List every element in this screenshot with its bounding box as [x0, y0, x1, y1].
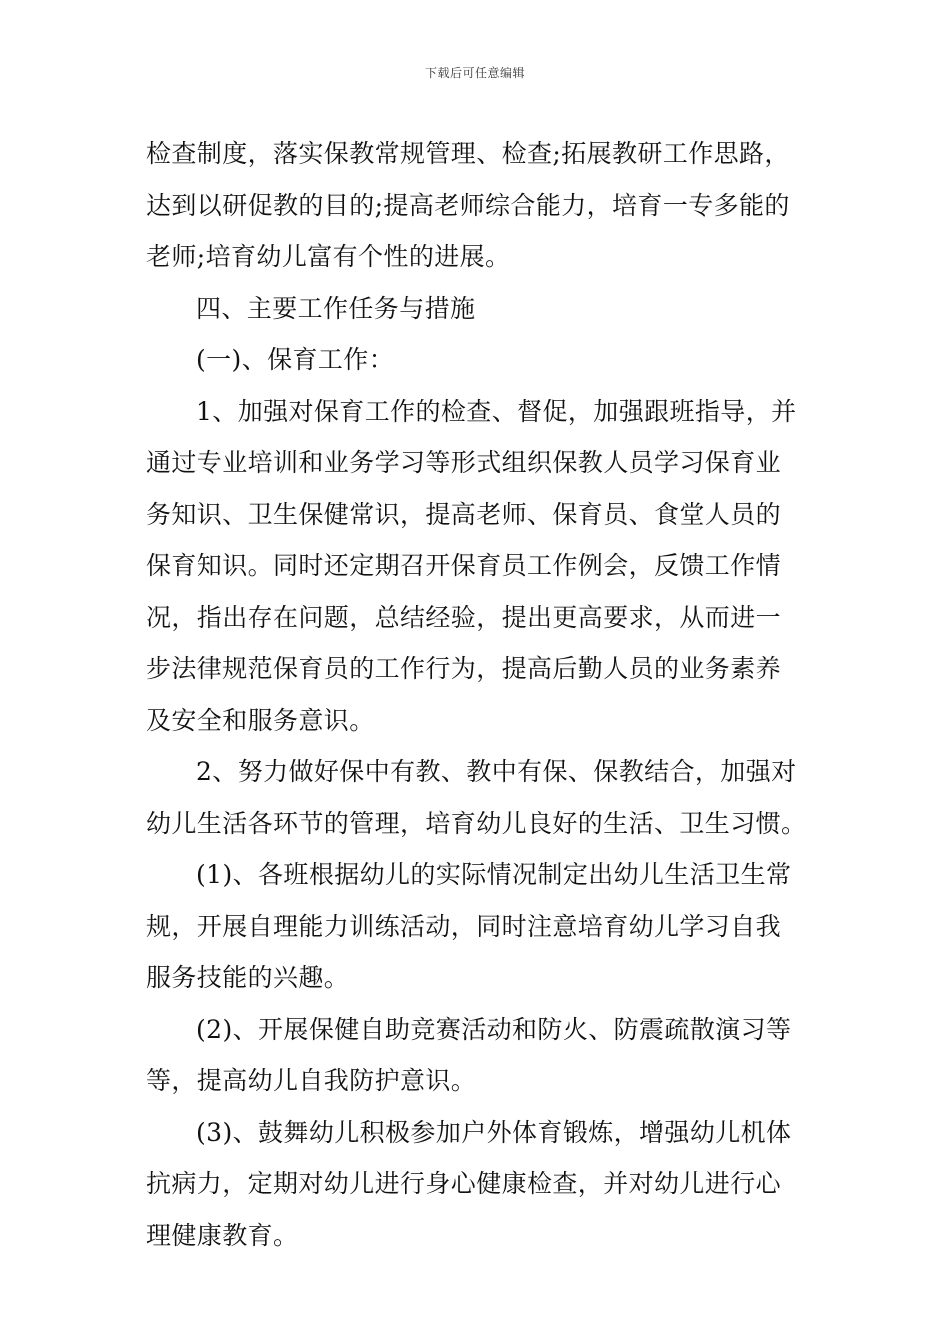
- text-line: 抗病力，定期对幼儿进行身心健康检查，并对幼儿进行心: [146, 1169, 782, 1198]
- text-line: 检查制度，落实保教常规管理、检查;拓展教研工作思路，: [146, 139, 790, 168]
- text-line: (2)、开展保健自助竞赛活动和防火、防震疏散演习等: [196, 1014, 792, 1044]
- text-line: 达到以研促教的目的;提高老师综合能力，培育一专多能的: [146, 190, 790, 220]
- page-header: 下载后可任意编辑: [424, 66, 525, 80]
- text-line: 等，提高幼儿自我防护意识。: [146, 1066, 477, 1095]
- text-line: 务知识、卫生保健常识，提高老师、保育员、食堂人员的: [146, 499, 782, 529]
- subsection-heading: (一)、保育工作：: [196, 345, 395, 374]
- text-line: (3)、鼓舞幼儿积极参加户外体育锻炼，增强幼儿机体: [196, 1117, 792, 1147]
- section-heading: 四、主要工作任务与措施: [196, 293, 476, 323]
- text-line: 及安全和服务意识。: [146, 705, 375, 735]
- text-line: 况，指出存在问题，总结经验，提出更高要求，从而进一: [146, 602, 782, 632]
- text-line: 幼儿生活各环节的管理，培育幼儿良好的生活、卫生习惯。: [146, 808, 807, 838]
- text-line: 保育知识。同时还定期召开保育员工作例会，反馈工作情: [146, 551, 782, 580]
- text-line: 服务技能的兴趣。: [146, 963, 350, 992]
- text-line: 通过专业培训和业务学习等形式组织保教人员学习保育业: [146, 448, 782, 477]
- text-line: 2、努力做好保中有教、教中有保、保教结合，加强对: [196, 757, 797, 786]
- text-line: 1、加强对保育工作的检查、督促，加强跟班指导，并: [196, 396, 797, 426]
- text-line: 规，开展自理能力训练活动，同时注意培育幼儿学习自我: [146, 911, 782, 941]
- document-body: [146, 128, 808, 1261]
- text-line: 老师;培育幼儿富有个性的进展。: [146, 242, 511, 271]
- text-line: 理健康教育。: [146, 1220, 299, 1250]
- text-line: (1)、各班根据幼儿的实际情况制定出幼儿生活卫生常: [196, 860, 792, 889]
- text-line: 步法律规范保育员的工作行为，提高后勤人员的业务素养: [146, 654, 782, 683]
